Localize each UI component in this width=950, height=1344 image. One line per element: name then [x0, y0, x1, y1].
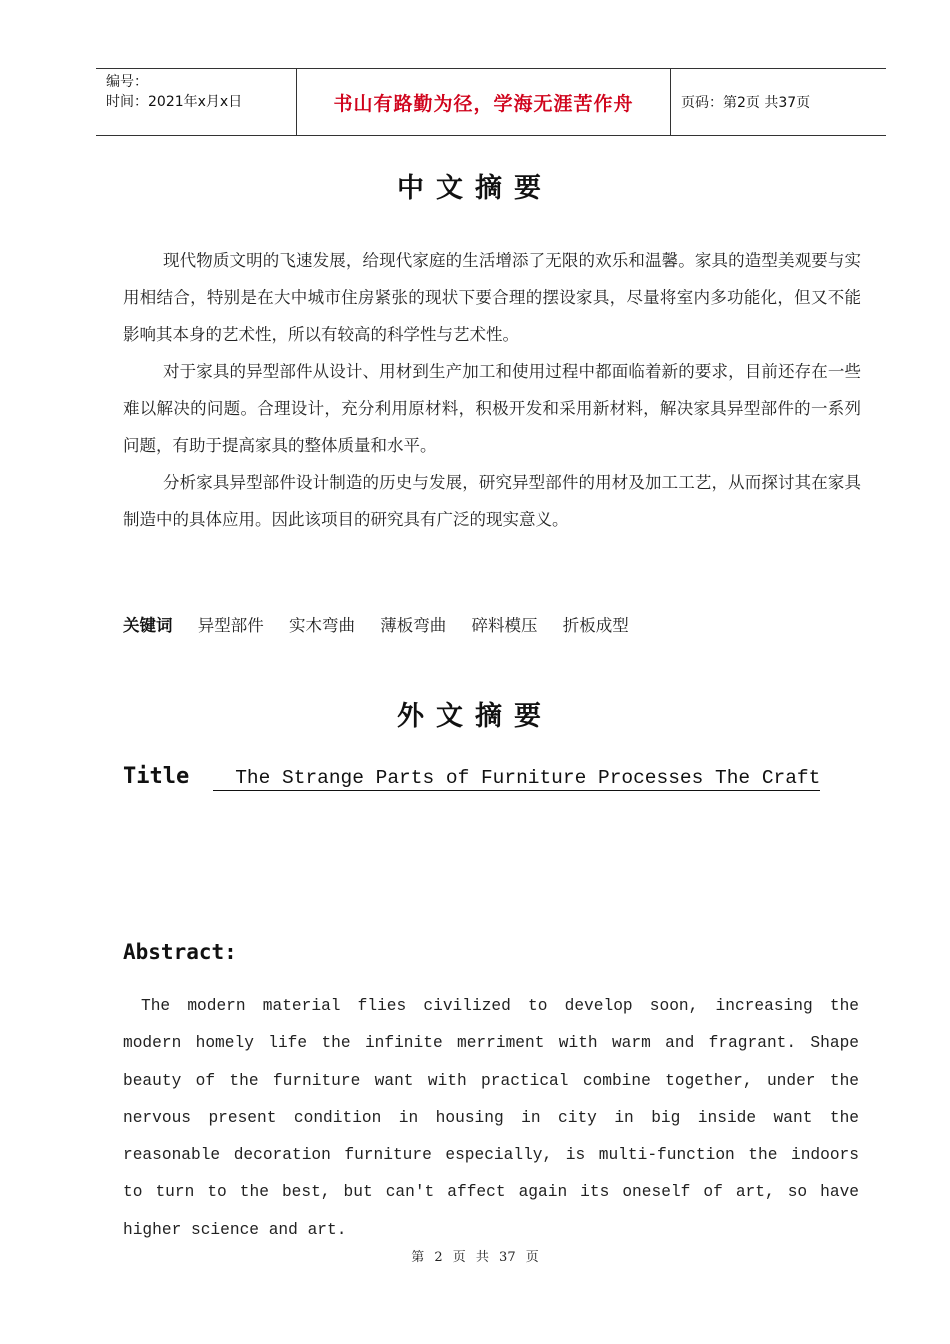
foreign-abstract-heading: 外文摘要 — [397, 701, 553, 732]
document-number-label: 编号： — [106, 74, 148, 90]
keyword-item: 碎料模压 — [471, 616, 538, 635]
chinese-abstract-paragraph-3: 分析家具异型部件设计制造的历史与发展，研究异型部件的用材及加工工艺，从而探讨其在家具制造中的具体应用。因此该项目的研究具有广泛的现实意义。 — [123, 473, 861, 529]
keyword-item: 折板成型 — [562, 616, 629, 635]
english-title-row — [123, 764, 820, 791]
abstract-label: Abstract: — [123, 940, 237, 964]
page-footer: 第 2 页 共 37 页 — [411, 1250, 539, 1265]
title-label: Title — [123, 764, 190, 789]
header-page-cell — [671, 69, 886, 135]
document-date: 时间：2021年x月x日 — [106, 94, 243, 110]
english-title-value: The Strange Parts of Furniture Processes The Craft — [213, 767, 820, 791]
header-motto-cell — [297, 69, 671, 135]
chinese-abstract-paragraph-1: 现代物质文明的飞速发展，给现代家庭的生活增添了无限的欢乐和温馨。家具的造型美观要与实用相结合，特别是在大中城市住房紧张的现状下要合理的摆设家具，尽量将室内多功能化，但又不能影响其本身的艺术性，所以有较高的科学性与艺术性。 — [123, 251, 861, 344]
chinese-abstract-heading: 中文摘要 — [397, 173, 553, 204]
header-meta-cell — [96, 69, 297, 135]
english-abstract-text: The modern material flies civilized to develop soon, increasing the modern homely life the infinite merriment with warm and fragrant. Shape beauty of the furniture want with practical combine together, under the nervous present condition in housing in city in big inside want the reasonable decoration furniture especially, is multi-function the indoors to turn to the best, but can't affect again its oneself of art, so have higher science and art. — [123, 997, 859, 1239]
document-header — [96, 68, 886, 136]
chinese-abstract-paragraph-2: 对于家具的异型部件从设计、用材到生产加工和使用过程中都面临着新的要求，目前还存在一些难以解决的问题。合理设计，充分利用原材料，积极开发和采用新材料，解决家具异型部件的一系列问题，有助于提高家具的整体质量和水平。 — [123, 362, 861, 455]
header-motto: 书山有路勤为径，学海无涯苦作舟 — [333, 92, 634, 115]
keyword-item: 异型部件 — [197, 616, 264, 635]
keywords-label: 关键词 — [123, 616, 173, 635]
keyword-item: 实木弯曲 — [289, 616, 355, 635]
header-page-info: 页码：第2页 共37页 — [681, 95, 811, 111]
keywords-row — [123, 612, 649, 636]
keyword-item: 薄板弯曲 — [380, 616, 447, 635]
